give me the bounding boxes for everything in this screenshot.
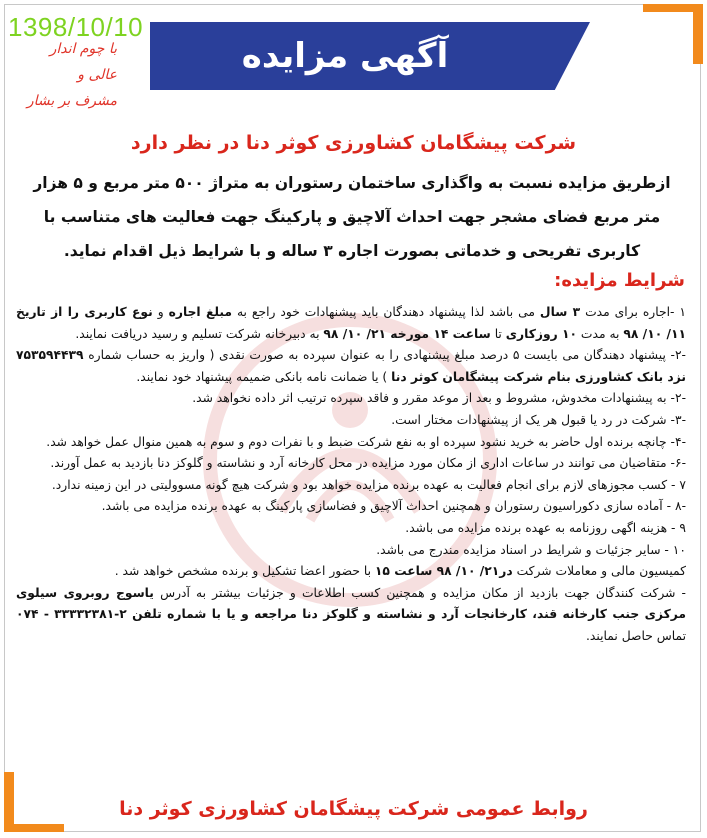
date-stamp: 1398/10/10 — [8, 12, 144, 42]
conditions-list — [16, 302, 686, 648]
corner-accent-top-right — [693, 4, 703, 64]
corner-accent-top-right-h — [643, 4, 703, 12]
condition-item: ۱۰ - سایر جزئیات و شرایط در اسناد مزایده مندرج می باشد. — [376, 542, 686, 557]
condition-item: ۷ - کسب مجوزهای لازم برای انجام فعالیت به عهده برنده مزایده خواهد بود و شرکت هیچ گونه مسوولیتی در این زمینه ندارد. — [51, 477, 686, 492]
company-heading: شرکت پیشگامان کشاورزی کوثر دنا در نظر دارد — [130, 132, 577, 154]
corner-accent-bottom-left-h — [4, 824, 64, 832]
condition-item: - شرکت کنندگان جهت بازدید از مکان مزایده و همچنین کسب اطلاعات و جزئیات بیشتر به آدرس یاسوج روبروی سیلوی مرکزی جنب کارخانه قند، کارخانجات آرد و نشاسته و گلوکز دنا مراجعه و یا با شماره تلفن ۲-۳۳۳۳۲۳۸۱ - ۰۷۴ تماس حاصل نمایند. — [16, 585, 686, 643]
handwritten-line: مشرف بر بشار — [26, 93, 117, 109]
condition-item: -۲- پیشنهاد دهندگان می بایست ۵ درصد مبلغ پیشنهادی را به عنوان سپرده به صورت نقدی ( واریز به حساب شماره ۷۵۳۵۹۴۴۳۹ نزد بانک کشاورزی بنام شرکت پیشگامان کوثر دنا ) یا ضمانت نامه بانکی ضمیمه پیشنهاد خود نمایند. — [16, 348, 686, 384]
condition-item: -۴- چانچه برنده اول حاضر به خرید نشود سپرده او به نفع شرکت ضبط و با نفرات دوم و سوم به همین منوال عمل خواهد شد. — [46, 434, 686, 449]
condition-item: -۶- متقاضیان می توانند در ساعات اداری از مکان مورد مزایده در محل کارخانه آرد و نشاسته و گلوکز دنا بازدید به عمل آورند. — [50, 456, 686, 471]
handwritten-note — [22, 36, 117, 114]
footer-signature: روابط عمومی شرکت پیشگامان کشاورزی کوثر دنا — [119, 798, 588, 820]
condition-item: -۳- شرکت در رد یا قبول هر یک از پیشنهادات مختار است. — [391, 412, 686, 427]
condition-item: ۹ - هزینه اگهی روزنامه به عهده برنده مزایده می باشد. — [405, 520, 686, 535]
handwritten-line: با چوم اندار عالی و — [49, 41, 117, 83]
conditions-heading: شرایط مزایده: — [554, 270, 685, 291]
condition-item: کمیسیون مالی و معاملات شرکت در۲۱/ ۱۰/ ۹۸ ساعت ۱۵ با حضور اعضا تشکیل و برنده مشخص خواهد شد . — [114, 564, 686, 579]
condition-item: -۲- به پیشنهادات مخدوش، مشروط و بعد از موعد مقرر و فاقد سپرده ترتیب اثر داده نخواهد شد. — [192, 391, 686, 406]
condition-item: ۱ -اجاره برای مدت ۳ سال می باشد لذا پیشنهاد دهندگان باید پیشنهادات خود راجع به مبلغ اجاره و نوع کاربری را از تاریخ ۱۱/ ۱۰/ ۹۸ به مدت ۱۰ روزکاری تا ساعت ۱۴ مورخه ۲۱/ ۱۰/ ۹۸ به دبیرخانه شرکت تسلیم و رسید دریافت نمایند. — [16, 305, 686, 341]
condition-item: -۸ - آماده سازی دکوراسیون رستوران و همچنین احداث آلاچیق و فضاسازی پارکینگ به عهده برنده مزایده می باشد. — [101, 499, 686, 514]
intro-paragraph: ازطریق مزایده نسبت به واگذاری ساختمان رستوران به متراژ ۵۰۰ متر مربع و ۵ هزار متر مربع فضای مشجر جهت احداث آلاچیق و پارکینگ جهت فعالیت های متناسب با کاربری تفریحی و خدماتی بصورت اجاره ۳ ساله و با شرایط ذیل اقدام نماید. — [33, 174, 671, 260]
corner-accent-bottom-left — [4, 772, 14, 832]
notice-title: آگهی مزایده — [241, 36, 449, 76]
